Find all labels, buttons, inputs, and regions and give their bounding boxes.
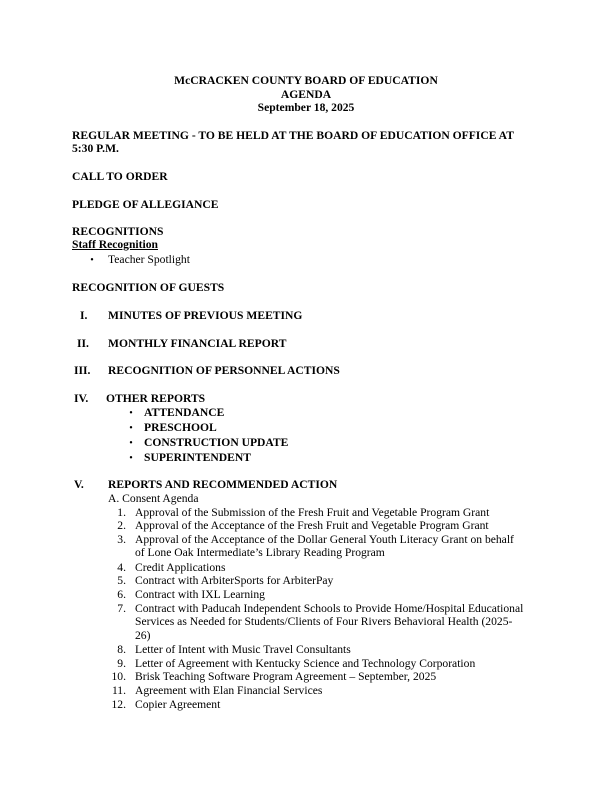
other-report-item: CONSTRUCTION UPDATE — [144, 436, 289, 449]
bullet-icon: • — [90, 255, 94, 266]
consent-item: Approval of the Acceptance of the Fresh Fruit and Vegetable Program Grant — [135, 519, 489, 532]
other-report-item: PRESCHOOL — [144, 421, 217, 434]
recognitions-heading: RECOGNITIONS — [72, 225, 164, 238]
consent-item: Agreement with Elan Financial Services — [135, 684, 323, 697]
consent-item: Contract with ArbiterSports for ArbiterPay — [135, 574, 334, 587]
meeting-line-1: REGULAR MEETING - TO BE HELD AT THE BOARD OF EDUCATION OFFICE AT — [72, 129, 514, 142]
bullet-icon: • — [129, 438, 133, 449]
section-title: REPORTS AND RECOMMENDED ACTION — [108, 478, 338, 491]
consent-item: Letter of Intent with Music Travel Consultants — [135, 643, 351, 656]
bullet-icon: • — [129, 453, 133, 464]
consent-item: Approval of the Submission of the Fresh Fruit and Vegetable Program Grant — [135, 506, 490, 519]
item-number: 12. — [111, 698, 126, 711]
meeting-date: September 18, 2025 — [257, 101, 355, 114]
consent-item: Credit Applications — [135, 561, 226, 574]
section-number: V. — [74, 478, 84, 491]
item-number: 9. — [117, 657, 126, 670]
org-title: McCRACKEN COUNTY BOARD OF EDUCATION — [174, 74, 438, 87]
consent-item: Copier Agreement — [135, 698, 221, 711]
section-title: RECOGNITION OF PERSONNEL ACTIONS — [108, 364, 340, 377]
section-number: III. — [74, 364, 91, 377]
meeting-line-2: 5:30 P.M. — [72, 142, 119, 155]
other-report-item: ATTENDANCE — [144, 406, 225, 419]
consent-item: Approval of the Acceptance of the Dollar General Youth Literacy Grant on behalf — [135, 533, 514, 546]
consent-item-continued: of Lone Oak Intermediate’s Library Reading Program — [135, 546, 385, 559]
other-report-item: SUPERINTENDENT — [144, 451, 251, 464]
item-number: 1. — [117, 506, 126, 519]
consent-item-continued: Services as Needed for Students/Clients of Four Rivers Behavioral Health (2025- — [135, 615, 513, 628]
bullet-icon: • — [129, 408, 133, 419]
consent-item: Contract with Paducah Independent Schools to Provide Home/Hospital Educational — [135, 602, 524, 615]
item-number: 2. — [117, 519, 126, 532]
recognition-of-guests: RECOGNITION OF GUESTS — [72, 281, 225, 294]
consent-item-continued: 26) — [135, 629, 151, 642]
consent-agenda-label: A. Consent Agenda — [108, 492, 199, 505]
staff-recognition-heading: Staff Recognition — [72, 238, 158, 251]
item-number: 7. — [117, 602, 126, 615]
document-title: AGENDA — [280, 88, 332, 101]
item-number: 11. — [111, 684, 126, 697]
call-to-order: CALL TO ORDER — [72, 170, 168, 183]
item-number: 3. — [117, 533, 126, 546]
pledge-of-allegiance: PLEDGE OF ALLEGIANCE — [72, 198, 219, 211]
section-number: IV. — [74, 392, 89, 405]
teacher-spotlight-item: Teacher Spotlight — [108, 253, 190, 266]
consent-item: Brisk Teaching Software Program Agreement – September, 2025 — [135, 670, 437, 683]
consent-item: Contract with IXL Learning — [135, 588, 265, 601]
item-number: 6. — [117, 588, 126, 601]
section-title: OTHER REPORTS — [106, 392, 206, 405]
consent-item: Letter of Agreement with Kentucky Science and Technology Corporation — [135, 657, 476, 670]
section-number: I. — [80, 309, 88, 322]
section-title: MONTHLY FINANCIAL REPORT — [108, 337, 287, 350]
bullet-icon: • — [129, 423, 133, 434]
section-number: II. — [77, 337, 89, 350]
item-number: 4. — [117, 561, 126, 574]
item-number: 5. — [117, 574, 126, 587]
item-number: 10. — [111, 670, 126, 683]
section-title: MINUTES OF PREVIOUS MEETING — [108, 309, 303, 322]
item-number: 8. — [117, 643, 126, 656]
